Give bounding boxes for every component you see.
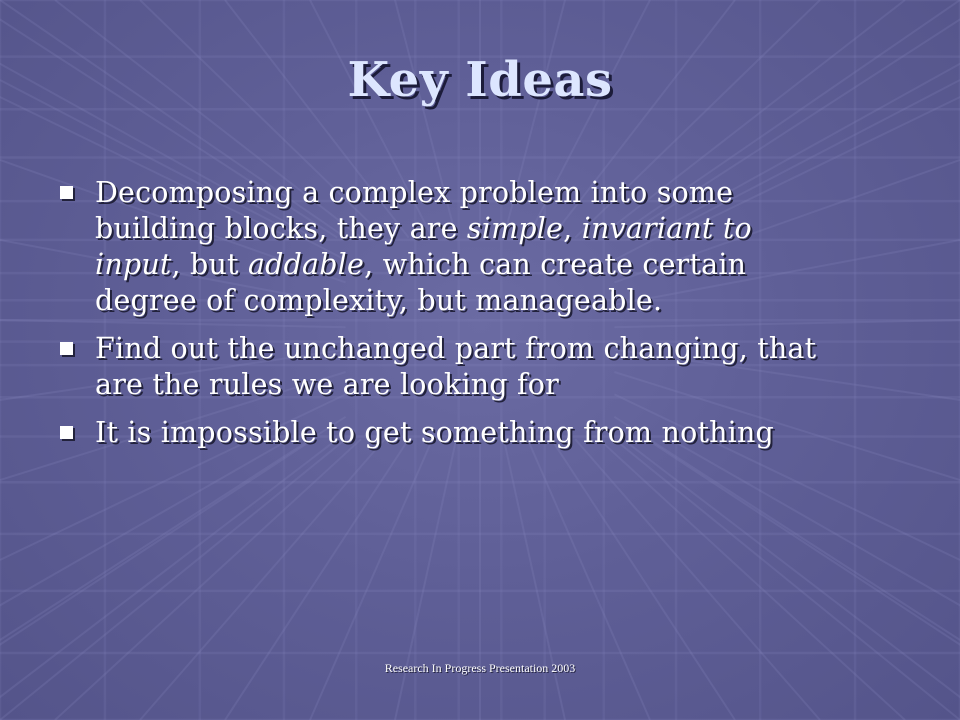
bullet-text: It is impossible to get something from nothing <box>95 416 774 449</box>
bullet-item <box>58 331 838 403</box>
bullet-emphasis: simple <box>466 212 564 245</box>
square-bullet-icon <box>60 186 73 199</box>
square-bullet-icon <box>60 342 73 355</box>
slide-footer: Research In Progress Presentation 2003 <box>384 661 576 675</box>
bullet-segment: Decomposing a complex problem into some building blocks, they are <box>95 176 734 245</box>
bullet-segment: , <box>563 212 582 245</box>
bullet-item <box>58 175 838 319</box>
square-bullet-icon <box>60 426 73 439</box>
bullet-emphasis: invariant to input <box>95 212 752 281</box>
bullet-emphasis: addable <box>247 248 365 281</box>
bullet-text <box>95 176 752 317</box>
bullet-segment: , but <box>171 248 248 281</box>
slide-title: Key Ideas <box>347 52 613 108</box>
bullet-item <box>58 415 838 451</box>
bullet-list <box>58 175 838 463</box>
bullet-text: Find out the unchanged part from changing, that are the rules we are looking for <box>95 332 817 401</box>
bullet-segment: , which can create certain degree of complexity, but manageable. <box>95 248 747 317</box>
